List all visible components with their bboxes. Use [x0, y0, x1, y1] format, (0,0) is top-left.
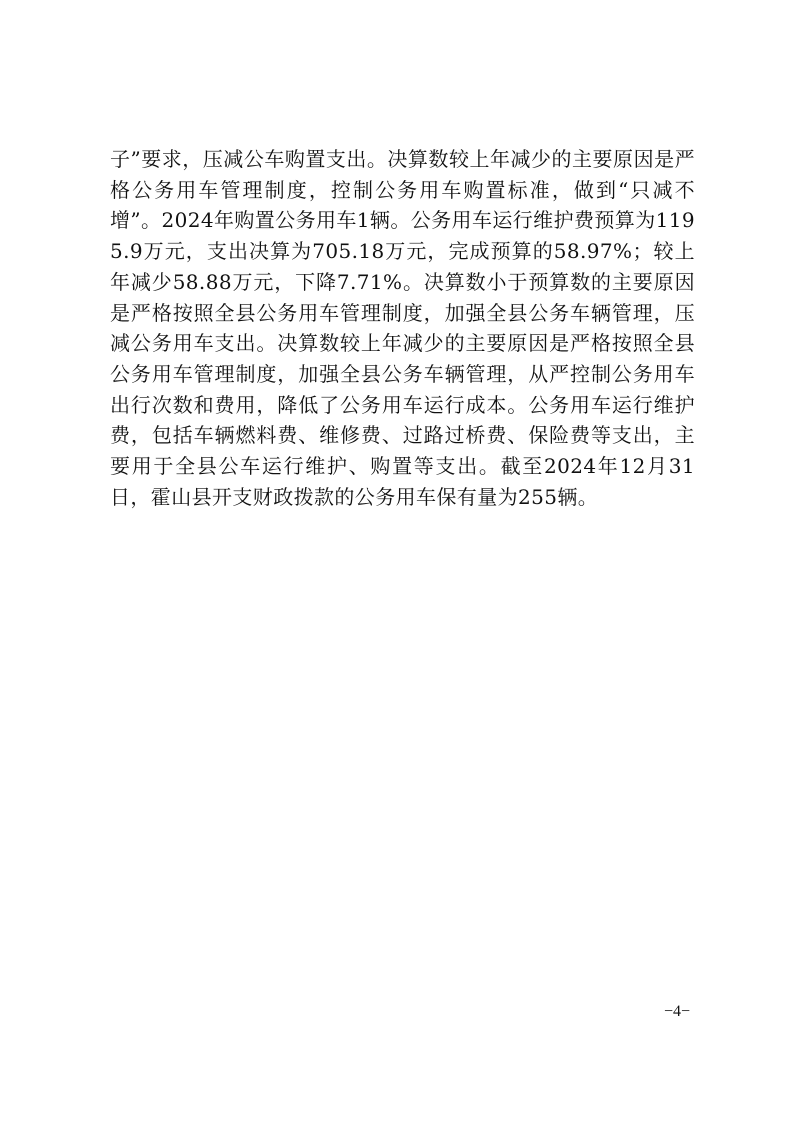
- body-paragraph: 子”要求，压减公车购置支出。决算数较上年减少的主要原因是严格公务用车管理制度，控制公务用车购置标准，做到“只减不增”。2024年购置公务用车1辆。公务用车运行维护费预算为1195.9万元，支出决算为705.18万元，完成预算的58.97%；较上年减少58.88万元，下降7.71%。决算数小于预算数的主要原因是严格按照全县公务用车管理制度，加强全县公务车辆管理，压减公务用车支出。决算数较上年减少的主要原因是严格按照全县公务用车管理制度，加强全县公务车辆管理，从严控制公务用车出行次数和费用，降低了公务用车运行成本。公务用车运行维护费，包括车辆燃料费、维修费、过路过桥费、保险费等支出，主要用于全县公车运行维护、购置等支出。截至2024年12月31日，霍山县开支财政拨款的公务用车保有量为255辆。: [110, 147, 695, 509]
- page-number: −4−: [663, 1003, 690, 1020]
